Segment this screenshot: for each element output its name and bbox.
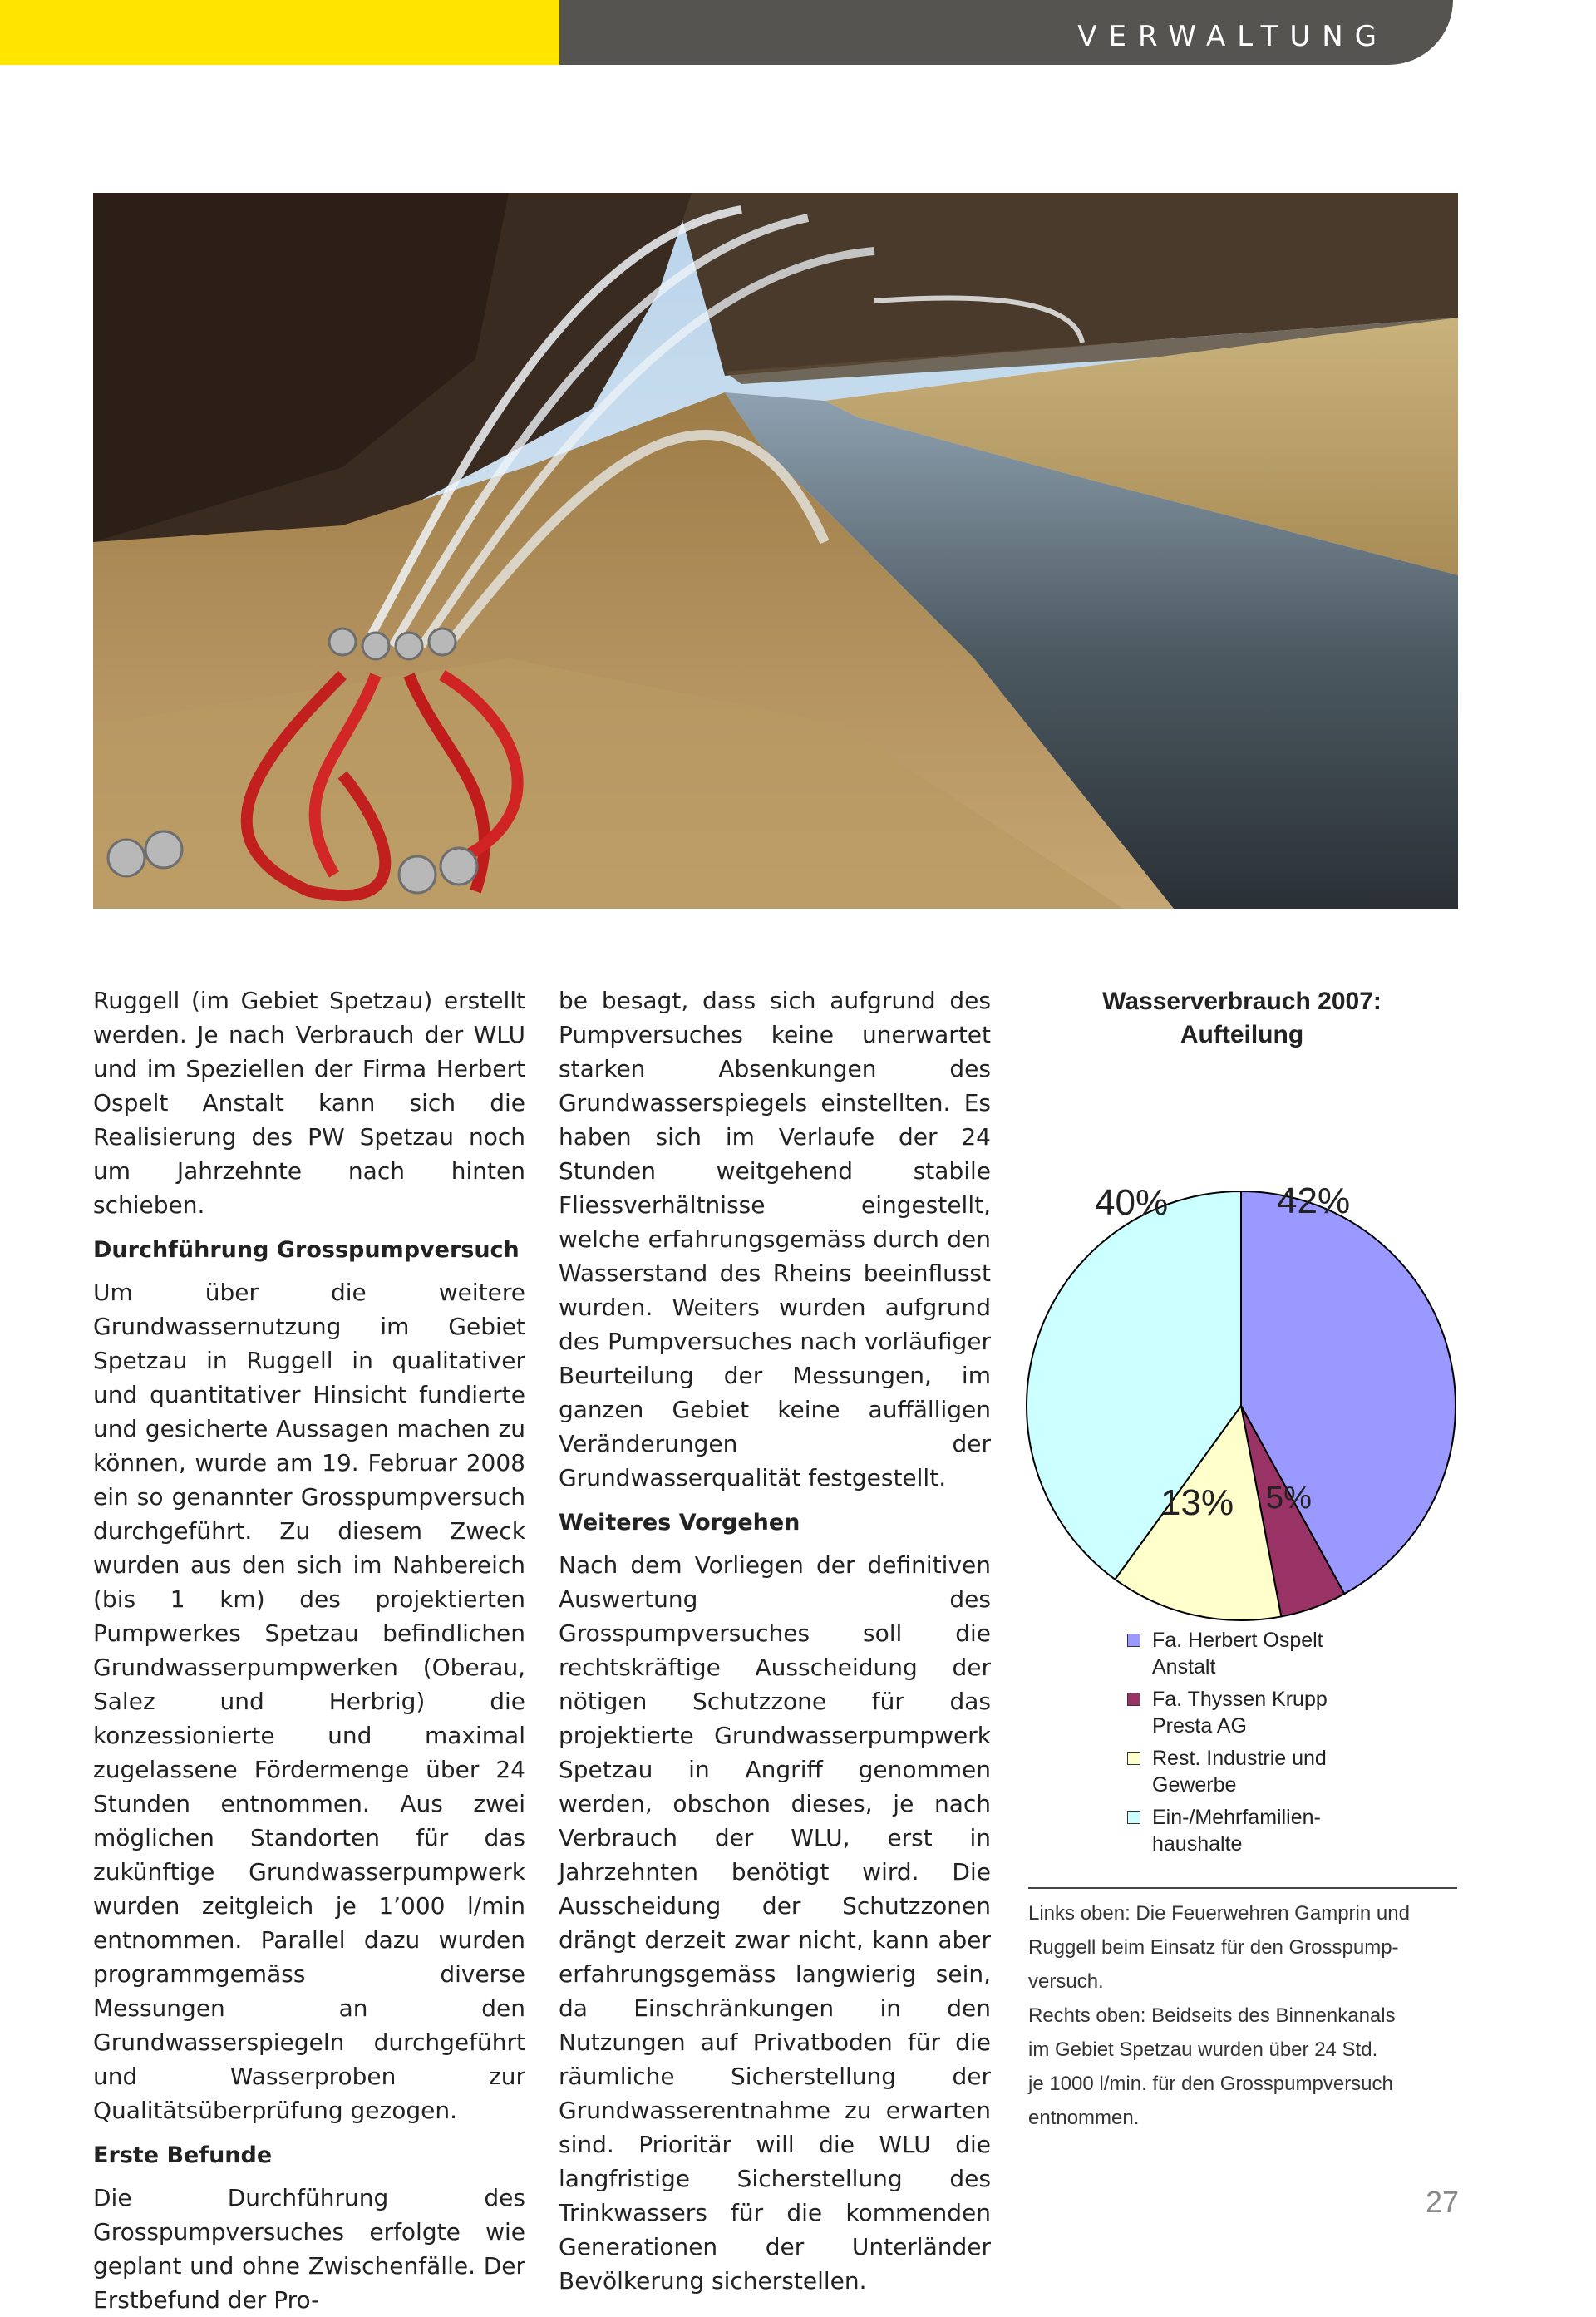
caption-line: je 1000 l/min. für den Grosspumpversuch	[1028, 2073, 1393, 2095]
pie-label-13: 13%	[1160, 1482, 1234, 1523]
legend-text: Fa. Herbert Ospelt	[1152, 1629, 1323, 1652]
page-number: 27	[1425, 2185, 1459, 2219]
section-header	[559, 0, 1453, 65]
legend-item	[1127, 1804, 1368, 1857]
legend-swatch	[1127, 1693, 1140, 1706]
legend-text: Fa. Thyssen Krupp	[1152, 1688, 1328, 1711]
caption-line: Rechts oben: Beidseits des Binnenkanals	[1028, 2004, 1396, 2027]
legend-item	[1127, 1686, 1368, 1739]
caption-divider	[1028, 1887, 1457, 1889]
chart-title-line2: Aufteilung	[1180, 1021, 1304, 1048]
heading-erste-befunde: Erste Befunde	[93, 2142, 273, 2168]
caption-line: Ruggell beim Einsatz für den Grosspump-	[1028, 1936, 1399, 1959]
chart-title	[1027, 985, 1456, 1052]
accent-bar	[0, 0, 559, 65]
caption-line: entnommen.	[1028, 2107, 1140, 2129]
pie-label-5: 5%	[1266, 1481, 1312, 1516]
legend-text: Anstalt	[1152, 1655, 1216, 1679]
legend-text: Gewerbe	[1152, 1773, 1237, 1797]
pie-chart	[1025, 1190, 1457, 1622]
pie-label-42: 42%	[1277, 1181, 1351, 1221]
chart-legend	[1127, 1627, 1368, 1863]
legend-text: Rest. Industrie und	[1152, 1747, 1327, 1770]
paragraph: Die Durchführung des Grosspumpversuches erfolgte wie geplant und ohne Zwischenfälle. Der Erstbefund der Pro-	[93, 2184, 525, 2314]
legend-swatch	[1127, 1752, 1140, 1765]
section-title: VERWALTUNG	[1077, 20, 1388, 53]
paragraph: be besagt, dass sich aufgrund des Pumpversuches keine unerwartet starken Absenkungen des Grundwasserspiegels einstellten. Es haben sich im Verlaufe der 24 Stunden weitgehend stabile Fliessverhältnisse eingestellt, welche erfahrungsgemäss durch den Wasserstand des Rheins beeinflusst wurden. Weiters wurden aufgrund des Pumpversuches nach vorläufiger Beurteilung der Messungen, im ganzen Gebiet keine auffälligen Veränderungen der Grundwasserqualität festgestellt.	[559, 987, 991, 1491]
pie-label-40: 40%	[1095, 1182, 1169, 1223]
photo-pumping-test	[93, 193, 1458, 909]
chart-title-line1: Wasserverbrauch 2007:	[1102, 988, 1382, 1015]
text-column-2	[559, 983, 991, 2298]
text-column-1	[93, 983, 525, 2317]
legend-item	[1127, 1627, 1368, 1680]
legend-text: Ein-/Mehrfamilien-	[1152, 1806, 1321, 1829]
paragraph: Ruggell (im Gebiet Spetzau) erstellt werden. Je nach Verbrauch der WLU und im Speziellen der Firma Herbert Ospelt Anstalt kann sich die Realisierung des PW Spetzau noch um Jahrzehnte nach hinten schieben.	[93, 987, 525, 1219]
caption-line: im Gebiet Spetzau wurden über 24 Std.	[1028, 2038, 1378, 2061]
caption-line: Links oben: Die Feuerwehren Gamprin und	[1028, 1902, 1410, 1925]
legend-text: haushalte	[1152, 1832, 1243, 1856]
paragraph: Um über die weitere Grundwassernutzung im Gebiet Spetzau in Ruggell in qualitativer und quantitativer Hinsicht fundierte und gesicherte Aussagen machen zu können, wurde am 19. Februar 2008 ein so genannter Grosspumpversuch durchgeführt. Zu diesem Zweck wurden aus den sich im Nahbereich (bis 1 km) des projektierten Pumpwerkes Spetzau befindlichen Grundwasserpumpwerken (Oberau, Salez und Herbrig) die konzessionierte und maximal zugelassene Fördermenge über 24 Stunden entnommen. Aus zwei möglichen Standorten für das zukünftige Grundwasserpumpwerk wurden zeitgleich je 1’000 l/min entnommen. Parallel dazu wurden programmgemäss diverse Messungen an den Grundwasserspiegeln durchgeführt und Wasserproben zur Qualitätsüberprüfung gezogen.	[93, 1279, 525, 2124]
heading-weiteres-vorgehen: Weiteres Vorgehen	[559, 1510, 800, 1536]
paragraph: Nach dem Vorliegen der definitiven Auswertung des Grosspumpversuches soll die rechtskräftige Ausscheidung der nötigen Schutzzone für das projektierte Grundwasserpumpwerk Spetzau in Angriff genommen werden, obschon dieses, je nach Verbrauch der WLU, erst in Jahrzehnten benötigt wird. Die Ausscheidung der Schutzzonen drängt derzeit zwar nicht, kann aber erfahrungsgemäss langwierig sein, da Einschränkungen in den Nutzungen auf Privatboden für die räumliche Sicherstellung der Grundwasserentnahme zu erwarten sind. Prioritär will die WLU die langfristige Sicherstellung des Trinkwassers für die kommenden Generationen der Unterländer Bevölkerung sicherstellen.	[559, 1551, 991, 2295]
legend-swatch	[1127, 1811, 1140, 1824]
caption-line: versuch.	[1028, 1970, 1104, 1993]
heading-durchfuehrung: Durchführung Grosspumpversuch	[93, 1237, 520, 1263]
legend-swatch	[1127, 1634, 1140, 1647]
legend-text: Presta AG	[1152, 1714, 1247, 1738]
photo-caption	[1028, 1896, 1461, 2135]
legend-item	[1127, 1745, 1368, 1798]
